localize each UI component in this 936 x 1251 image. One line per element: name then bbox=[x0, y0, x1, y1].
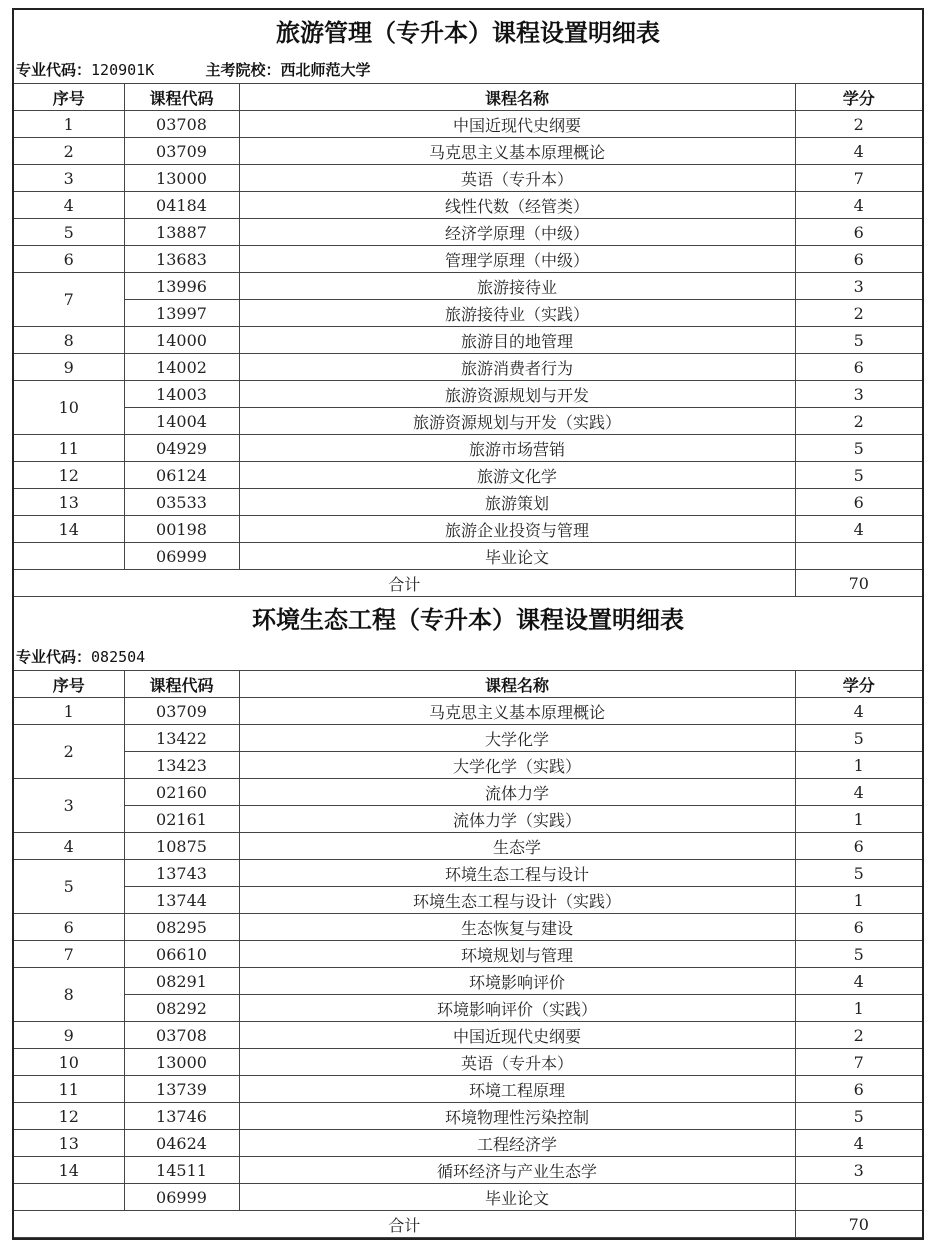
cell-name: 旅游策划 bbox=[239, 489, 795, 516]
cell-credit: 2 bbox=[795, 1022, 922, 1049]
cell-code: 14000 bbox=[124, 327, 239, 354]
table-row bbox=[14, 246, 922, 273]
table-row bbox=[14, 968, 922, 995]
table-title: 环境生态工程（专升本）课程设置明细表 bbox=[252, 606, 684, 634]
table-row bbox=[14, 698, 922, 725]
cell-seq: 10 bbox=[14, 381, 124, 435]
cell-name: 旅游目的地管理 bbox=[239, 327, 795, 354]
cell-code: 03709 bbox=[124, 138, 239, 165]
cell-name: 中国近现代史纲要 bbox=[239, 111, 795, 138]
cell-code: 06124 bbox=[124, 462, 239, 489]
cell-credit: 4 bbox=[795, 516, 922, 543]
cell-name: 大学化学（实践） bbox=[239, 752, 795, 779]
cell-code: 14002 bbox=[124, 354, 239, 381]
cell-code: 06999 bbox=[124, 1184, 239, 1211]
cell-seq: 3 bbox=[14, 165, 124, 192]
cell-name: 中国近现代史纲要 bbox=[239, 1022, 795, 1049]
cell-name: 旅游市场营销 bbox=[239, 435, 795, 462]
table-row bbox=[14, 300, 922, 327]
cell-credit bbox=[795, 1184, 922, 1211]
cell-credit: 1 bbox=[795, 887, 922, 914]
cell-code: 13683 bbox=[124, 246, 239, 273]
cell-seq: 8 bbox=[14, 327, 124, 354]
major-code: 120901K bbox=[91, 61, 155, 79]
table-meta bbox=[14, 57, 922, 83]
cell-name: 经济学原理（中级） bbox=[239, 219, 795, 246]
cell-seq: 13 bbox=[14, 489, 124, 516]
cell-code: 14003 bbox=[124, 381, 239, 408]
table-meta bbox=[14, 644, 922, 670]
cell-code: 06610 bbox=[124, 941, 239, 968]
table-row bbox=[14, 543, 922, 570]
cell-code: 13744 bbox=[124, 887, 239, 914]
cell-code: 03708 bbox=[124, 111, 239, 138]
cell-credit: 6 bbox=[795, 914, 922, 941]
header-seq: 序号 bbox=[14, 84, 124, 111]
cell-seq: 6 bbox=[14, 914, 124, 941]
table-row bbox=[14, 887, 922, 914]
table-row bbox=[14, 725, 922, 752]
cell-seq: 5 bbox=[14, 860, 124, 914]
table-row bbox=[14, 752, 922, 779]
table-row bbox=[14, 489, 922, 516]
cell-code: 06999 bbox=[124, 543, 239, 570]
cell-name: 大学化学 bbox=[239, 725, 795, 752]
cell-code: 13746 bbox=[124, 1103, 239, 1130]
cell-credit: 5 bbox=[795, 725, 922, 752]
cell-name: 旅游接待业（实践） bbox=[239, 300, 795, 327]
cell-credit: 2 bbox=[795, 111, 922, 138]
cell-credit: 4 bbox=[795, 779, 922, 806]
cell-credit: 7 bbox=[795, 165, 922, 192]
cell-code: 14511 bbox=[124, 1157, 239, 1184]
total-credit: 70 bbox=[795, 1211, 922, 1238]
cell-seq bbox=[14, 1184, 124, 1211]
cell-name: 旅游接待业 bbox=[239, 273, 795, 300]
table-row bbox=[14, 1130, 922, 1157]
cell-seq: 8 bbox=[14, 968, 124, 1022]
table-row bbox=[14, 192, 922, 219]
table-row bbox=[14, 1049, 922, 1076]
cell-credit: 3 bbox=[795, 1157, 922, 1184]
cell-code: 13422 bbox=[124, 725, 239, 752]
cell-name: 生态学 bbox=[239, 833, 795, 860]
cell-code: 03708 bbox=[124, 1022, 239, 1049]
cell-code: 13423 bbox=[124, 752, 239, 779]
header-row bbox=[14, 671, 922, 698]
cell-credit: 3 bbox=[795, 381, 922, 408]
cell-credit: 6 bbox=[795, 833, 922, 860]
cell-seq: 7 bbox=[14, 273, 124, 327]
cell-code: 13000 bbox=[124, 165, 239, 192]
table-row bbox=[14, 1022, 922, 1049]
cell-credit: 6 bbox=[795, 1076, 922, 1103]
cell-seq: 11 bbox=[14, 435, 124, 462]
table-row bbox=[14, 1184, 922, 1211]
cell-credit: 5 bbox=[795, 1103, 922, 1130]
cell-name: 环境影响评价 bbox=[239, 968, 795, 995]
cell-name: 管理学原理（中级） bbox=[239, 246, 795, 273]
cell-seq: 3 bbox=[14, 779, 124, 833]
cell-code: 10875 bbox=[124, 833, 239, 860]
header-name: 课程名称 bbox=[239, 671, 795, 698]
cell-credit: 2 bbox=[795, 300, 922, 327]
cell-seq: 4 bbox=[14, 192, 124, 219]
cell-name: 毕业论文 bbox=[239, 1184, 795, 1211]
cell-code: 08291 bbox=[124, 968, 239, 995]
cell-code: 04929 bbox=[124, 435, 239, 462]
cell-seq: 11 bbox=[14, 1076, 124, 1103]
header-row bbox=[14, 84, 922, 111]
cell-credit: 4 bbox=[795, 192, 922, 219]
cell-seq: 4 bbox=[14, 833, 124, 860]
cell-name: 环境工程原理 bbox=[239, 1076, 795, 1103]
cell-seq: 7 bbox=[14, 941, 124, 968]
cell-seq: 5 bbox=[14, 219, 124, 246]
major-code-label: 专业代码： bbox=[16, 61, 92, 79]
cell-credit: 6 bbox=[795, 219, 922, 246]
cell-name: 毕业论文 bbox=[239, 543, 795, 570]
table-row bbox=[14, 779, 922, 806]
cell-credit: 1 bbox=[795, 995, 922, 1022]
school-label: 主考院校： bbox=[205, 61, 281, 79]
header-code: 课程代码 bbox=[124, 84, 239, 111]
cell-code: 03533 bbox=[124, 489, 239, 516]
table-row bbox=[14, 111, 922, 138]
cell-code: 13739 bbox=[124, 1076, 239, 1103]
cell-credit: 5 bbox=[795, 941, 922, 968]
cell-credit: 5 bbox=[795, 435, 922, 462]
total-row bbox=[14, 1211, 922, 1238]
cell-seq: 14 bbox=[14, 516, 124, 543]
cell-code: 08292 bbox=[124, 995, 239, 1022]
cell-name: 旅游资源规划与开发 bbox=[239, 381, 795, 408]
table-row bbox=[14, 806, 922, 833]
header-seq: 序号 bbox=[14, 671, 124, 698]
cell-code: 04624 bbox=[124, 1130, 239, 1157]
table-row bbox=[14, 273, 922, 300]
course-table bbox=[14, 670, 922, 1238]
header-credit: 学分 bbox=[795, 84, 922, 111]
table-row bbox=[14, 462, 922, 489]
cell-name: 马克思主义基本原理概论 bbox=[239, 138, 795, 165]
course-table bbox=[14, 83, 922, 597]
cell-seq: 2 bbox=[14, 138, 124, 165]
cell-code: 13996 bbox=[124, 273, 239, 300]
cell-name: 旅游消费者行为 bbox=[239, 354, 795, 381]
cell-name: 流体力学（实践） bbox=[239, 806, 795, 833]
cell-credit: 4 bbox=[795, 968, 922, 995]
cell-seq: 12 bbox=[14, 1103, 124, 1130]
cell-name: 生态恢复与建设 bbox=[239, 914, 795, 941]
cell-name: 循环经济与产业生态学 bbox=[239, 1157, 795, 1184]
course-sheet bbox=[12, 8, 924, 1240]
table-row bbox=[14, 1157, 922, 1184]
cell-credit: 5 bbox=[795, 327, 922, 354]
cell-credit: 4 bbox=[795, 1130, 922, 1157]
course-table-block bbox=[14, 10, 922, 597]
cell-code: 03709 bbox=[124, 698, 239, 725]
cell-seq: 12 bbox=[14, 462, 124, 489]
cell-seq: 10 bbox=[14, 1049, 124, 1076]
major-code: 082504 bbox=[91, 648, 146, 666]
cell-name: 旅游企业投资与管理 bbox=[239, 516, 795, 543]
table-row bbox=[14, 219, 922, 246]
cell-name: 环境生态工程与设计（实践） bbox=[239, 887, 795, 914]
table-row bbox=[14, 833, 922, 860]
cell-seq: 9 bbox=[14, 354, 124, 381]
course-table-block bbox=[14, 597, 922, 1238]
cell-code: 13743 bbox=[124, 860, 239, 887]
cell-name: 马克思主义基本原理概论 bbox=[239, 698, 795, 725]
cell-code: 02161 bbox=[124, 806, 239, 833]
table-row bbox=[14, 1076, 922, 1103]
cell-seq: 6 bbox=[14, 246, 124, 273]
cell-credit: 6 bbox=[795, 489, 922, 516]
cell-name: 环境影响评价（实践） bbox=[239, 995, 795, 1022]
table-row bbox=[14, 408, 922, 435]
total-credit: 70 bbox=[795, 570, 922, 597]
table-row bbox=[14, 138, 922, 165]
cell-name: 旅游文化学 bbox=[239, 462, 795, 489]
cell-credit: 4 bbox=[795, 698, 922, 725]
cell-name: 工程经济学 bbox=[239, 1130, 795, 1157]
cell-code: 00198 bbox=[124, 516, 239, 543]
cell-seq bbox=[14, 543, 124, 570]
school-name: 西北师范大学 bbox=[280, 61, 371, 79]
cell-seq: 14 bbox=[14, 1157, 124, 1184]
table-row bbox=[14, 435, 922, 462]
table-row bbox=[14, 165, 922, 192]
cell-code: 14004 bbox=[124, 408, 239, 435]
table-row bbox=[14, 516, 922, 543]
cell-name: 环境物理性污染控制 bbox=[239, 1103, 795, 1130]
cell-seq: 2 bbox=[14, 725, 124, 779]
table-row bbox=[14, 914, 922, 941]
cell-name: 环境规划与管理 bbox=[239, 941, 795, 968]
cell-credit: 1 bbox=[795, 806, 922, 833]
cell-credit: 4 bbox=[795, 138, 922, 165]
cell-name: 环境生态工程与设计 bbox=[239, 860, 795, 887]
cell-name: 线性代数（经管类） bbox=[239, 192, 795, 219]
cell-name: 英语（专升本） bbox=[239, 1049, 795, 1076]
cell-code: 04184 bbox=[124, 192, 239, 219]
header-name: 课程名称 bbox=[239, 84, 795, 111]
cell-seq: 1 bbox=[14, 111, 124, 138]
table-row bbox=[14, 941, 922, 968]
cell-code: 13000 bbox=[124, 1049, 239, 1076]
cell-credit: 3 bbox=[795, 273, 922, 300]
total-label: 合计 bbox=[14, 1211, 795, 1238]
cell-code: 02160 bbox=[124, 779, 239, 806]
table-row bbox=[14, 1103, 922, 1130]
header-credit: 学分 bbox=[795, 671, 922, 698]
cell-name: 英语（专升本） bbox=[239, 165, 795, 192]
cell-credit bbox=[795, 543, 922, 570]
table-row bbox=[14, 327, 922, 354]
total-label: 合计 bbox=[14, 570, 795, 597]
table-row bbox=[14, 995, 922, 1022]
header-code: 课程代码 bbox=[124, 671, 239, 698]
table-row bbox=[14, 354, 922, 381]
cell-seq: 9 bbox=[14, 1022, 124, 1049]
cell-credit: 2 bbox=[795, 408, 922, 435]
cell-credit: 5 bbox=[795, 860, 922, 887]
cell-credit: 7 bbox=[795, 1049, 922, 1076]
cell-seq: 1 bbox=[14, 698, 124, 725]
table-row bbox=[14, 860, 922, 887]
table-row bbox=[14, 381, 922, 408]
table-title: 旅游管理（专升本）课程设置明细表 bbox=[276, 19, 660, 47]
cell-credit: 6 bbox=[795, 246, 922, 273]
cell-code: 13887 bbox=[124, 219, 239, 246]
major-code-label: 专业代码： bbox=[16, 648, 92, 666]
total-row bbox=[14, 570, 922, 597]
cell-code: 13997 bbox=[124, 300, 239, 327]
cell-code: 08295 bbox=[124, 914, 239, 941]
cell-seq: 13 bbox=[14, 1130, 124, 1157]
cell-name: 旅游资源规划与开发（实践） bbox=[239, 408, 795, 435]
cell-credit: 1 bbox=[795, 752, 922, 779]
cell-name: 流体力学 bbox=[239, 779, 795, 806]
cell-credit: 6 bbox=[795, 354, 922, 381]
cell-credit: 5 bbox=[795, 462, 922, 489]
